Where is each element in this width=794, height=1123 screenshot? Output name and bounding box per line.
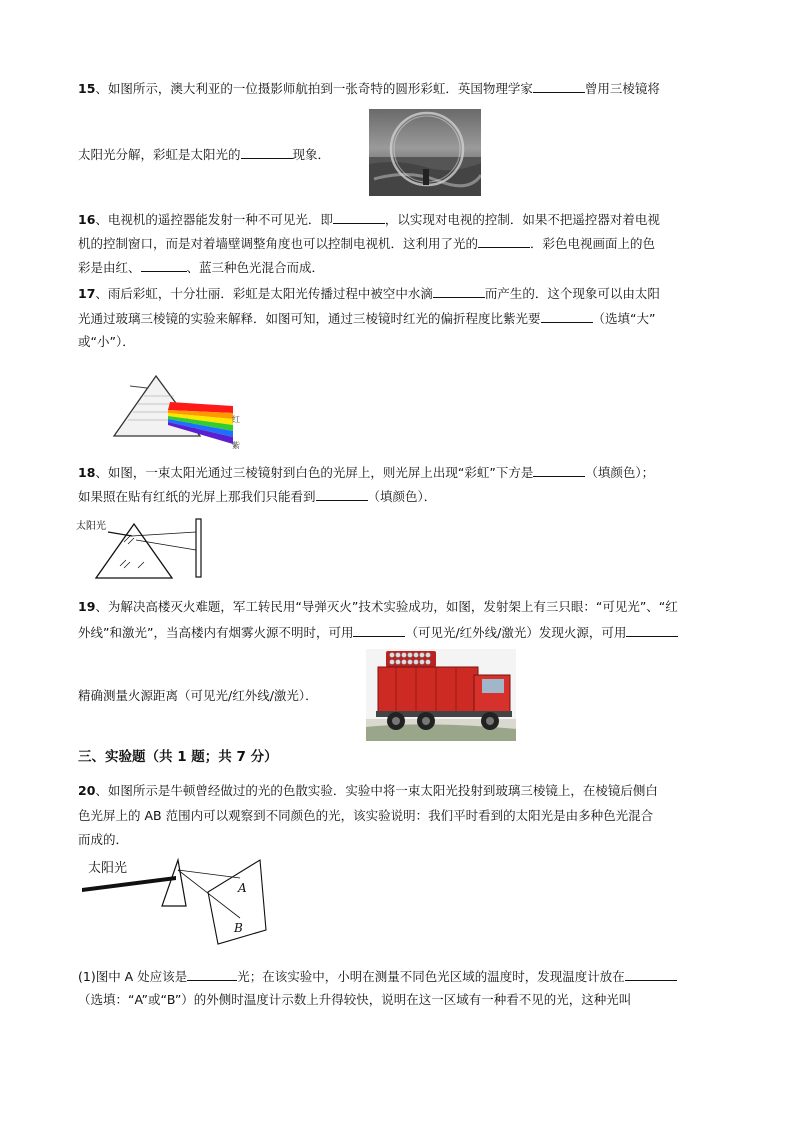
q15-text-1a: 、如图所示，澳大利亚的一位摄影师航拍到一张奇特的圆形彩虹．英国物理学家 <box>95 81 533 96</box>
question-number: 18 <box>78 465 96 480</box>
q19-line1 <box>78 599 678 615</box>
q15-line1 <box>78 80 660 97</box>
q18-line1 <box>78 464 654 481</box>
q17-line2 <box>78 310 655 327</box>
q15-text-1b: 曾用三棱镜将 <box>584 81 660 96</box>
q19-text-3: 精确测量火源距离（可见光/红外线/激光）． <box>78 688 318 703</box>
answer-blank[interactable] <box>141 259 187 272</box>
q20-sub2-text: （选填：“A”或“B”）的外侧时温度计示数上升得较快，说明在这一区域有一种看不见的光，这种光叫 <box>78 992 632 1007</box>
answer-blank[interactable] <box>241 146 293 159</box>
q16-text-3a: 彩是由红、 <box>78 260 141 275</box>
q18-line2 <box>78 488 436 505</box>
q16-line2 <box>78 235 655 252</box>
q19-line3 <box>78 688 318 704</box>
q19-text-1a: 、为解决高楼灭火难题，军工转民用“导弹灭火”技术实验成功，如图，发射架上有三只眼：“可见光”、“红 <box>95 599 678 614</box>
prism-spectrum-figure <box>108 370 248 454</box>
answer-blank[interactable] <box>533 464 585 477</box>
section-heading: 三、实验题（共 1 题；共 7 分） <box>78 749 278 765</box>
q19-line2 <box>78 624 678 641</box>
q20-text-1: 、如图所示是牛顿曾经做过的光的色散实验．实验中将一束太阳光投射到玻璃三棱镜上，在棱镜后侧白 <box>95 783 658 798</box>
answer-blank[interactable] <box>626 624 678 637</box>
q19-text-2b: （可见光/红外线/激光）发现火源，可用 <box>405 625 627 640</box>
q16-line1 <box>78 211 660 228</box>
question-number: 20 <box>78 783 96 798</box>
answer-blank[interactable] <box>533 80 585 93</box>
sunlight-label: 太阳光 <box>76 521 106 532</box>
answer-blank[interactable] <box>541 310 593 323</box>
q18-text-2b: （填颜色）． <box>367 489 437 504</box>
q20-line1 <box>78 783 658 799</box>
q17-text-1b: 而产生的．这个现象可以由太阳 <box>484 286 660 301</box>
fire-truck-photo <box>366 649 516 741</box>
q18-text-1a: 、如图，一束太阳光通过三棱镜射到白色的光屏上，则光屏上出现“彩虹”下方是 <box>95 465 534 480</box>
q15-text-2b: 现象． <box>292 147 331 162</box>
q20-sub1-b: 光；在该实验中，小明在测量不同色光区域的温度时，发现温度计放在 <box>237 969 625 984</box>
answer-blank[interactable] <box>353 624 405 637</box>
answer-blank[interactable] <box>187 968 237 981</box>
q17-text-1a: 、雨后彩虹，十分壮丽．彩虹是太阳光传播过程中被空中水滴 <box>95 286 433 301</box>
red-label: 红 <box>232 415 240 424</box>
q17-text-2a: 光通过玻璃三棱镜的实验来解释．如图可知，通过三棱镜时红光的偏折程度比紫光要 <box>78 311 541 326</box>
q20-text-2: 色光屏上的 AB 范围内可以观察到不同颜色的光，该实验说明：我们平时看到的太阳光是由多种色光混合 <box>78 808 654 823</box>
q20-text-3: 而成的． <box>78 832 129 847</box>
question-number: 17 <box>78 286 96 301</box>
dispersion-figure <box>80 852 270 950</box>
question-number: 19 <box>78 599 96 614</box>
answer-blank[interactable] <box>433 285 485 298</box>
prism-screen-figure <box>76 516 208 582</box>
q15-line2 <box>78 146 330 163</box>
q16-text-1b: ，以实现对电视的控制．如果不把遥控器对着电视 <box>384 212 660 227</box>
answer-blank[interactable] <box>333 211 385 224</box>
circular-rainbow-photo <box>369 109 481 196</box>
sunlight-label: 太阳光 <box>88 861 128 876</box>
answer-blank[interactable] <box>625 968 677 981</box>
q16-text-2b: ．彩色电视画面上的色 <box>530 236 656 251</box>
q17-line3 <box>78 334 135 350</box>
q16-text-3b: 、蓝三种色光混合而成． <box>186 260 325 275</box>
q20-sub2 <box>78 992 631 1008</box>
q18-text-2a: 如果照在贴有红纸的光屏上那我们只能看到 <box>78 489 316 504</box>
q20-line3 <box>78 832 128 848</box>
prism-screen-svg <box>76 516 208 582</box>
purple-label: 紫 <box>232 441 240 450</box>
prism-svg <box>108 370 248 454</box>
q17-text-3: 或“小”）． <box>78 334 135 349</box>
q20-sub1-a: (1)图中 A 处应该是 <box>78 969 188 984</box>
q16-text-2a: 机的控制窗口，而是对着墙壁调整角度也可以控制电视机．这利用了光的 <box>78 236 479 251</box>
q15-text-2a: 太阳光分解，彩虹是太阳光的 <box>78 147 241 162</box>
q19-text-2a: 外线”和激光”，当高楼内有烟雾火源不明时，可用 <box>78 625 354 640</box>
q16-text-1a: 、电视机的遥控器能发射一种不可见光．即 <box>95 212 333 227</box>
dispersion-svg <box>80 852 270 950</box>
answer-blank[interactable] <box>478 235 530 248</box>
question-number: 15 <box>78 81 96 96</box>
question-number: 16 <box>78 212 96 227</box>
q16-line3 <box>78 259 324 276</box>
label-b: B <box>234 921 243 935</box>
q17-text-2b: （选填“大” <box>592 311 656 326</box>
answer-blank[interactable] <box>316 488 368 501</box>
q18-text-1b: （填颜色）； <box>585 465 655 480</box>
q17-line1 <box>78 285 660 302</box>
q20-line2 <box>78 808 653 824</box>
q20-sub1 <box>78 968 677 985</box>
label-a: A <box>238 881 247 895</box>
